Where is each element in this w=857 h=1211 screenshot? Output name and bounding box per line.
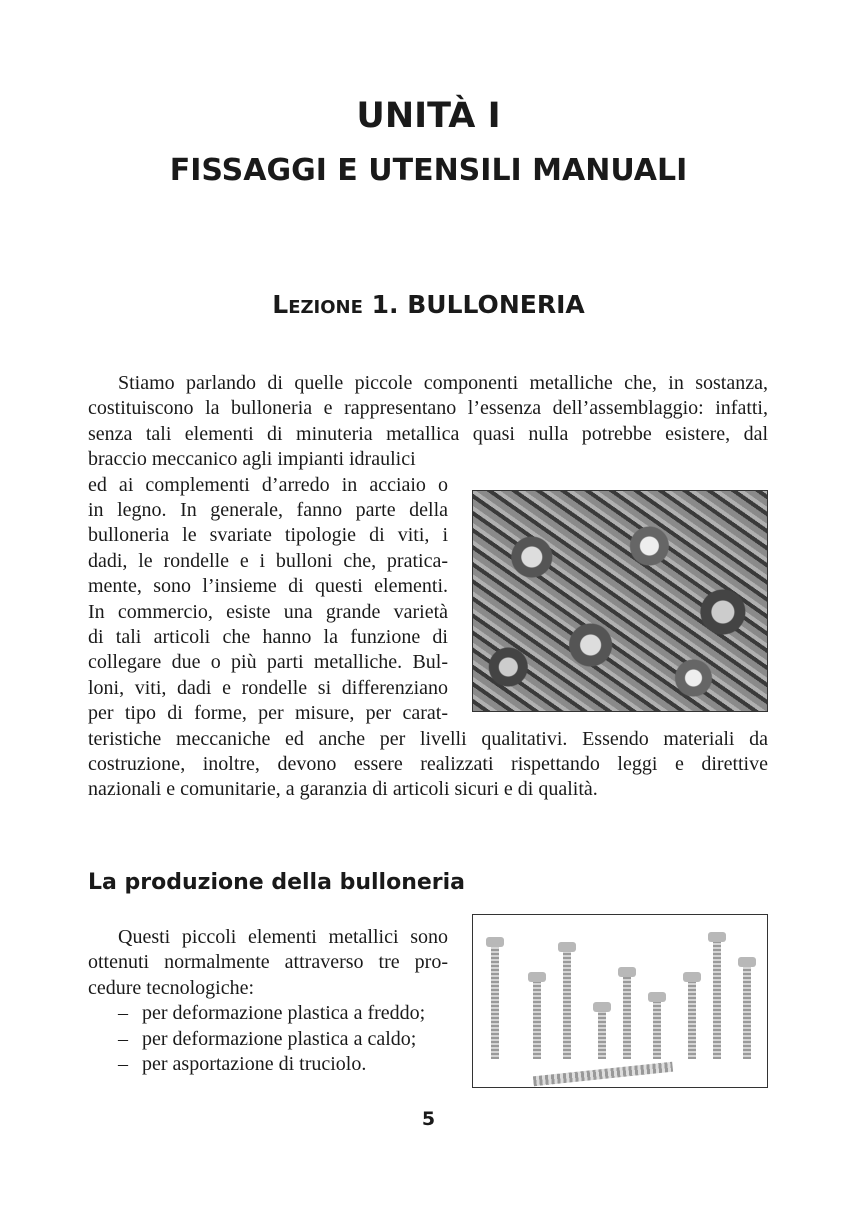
- text-line: costruzione, inoltre, devono essere realizzati rispettando leggi e direttive: [88, 753, 768, 775]
- text-line: loni, viti, dadi e rondelle si differenziano: [88, 676, 448, 699]
- text-line: per tipo di forme, per misure, per carat-: [88, 702, 448, 725]
- lesson-prefix: Lezione: [272, 290, 363, 319]
- text-line: mente, sono l’insieme di questi elementi.: [88, 575, 448, 598]
- text-line: braccio meccanico agli impianti idraulici: [88, 448, 416, 471]
- text-line: ottenuti normalmente attraverso tre pro-: [88, 951, 448, 974]
- text-line: in legno. In generale, fanno parte della: [88, 499, 448, 521]
- list-item: per deformazione plastica a caldo;: [142, 1027, 417, 1050]
- list-dash: –: [118, 1002, 128, 1025]
- lesson-heading: [0, 290, 857, 319]
- unit-subtitle: FISSAGGI E UTENSILI MANUALI: [169, 153, 688, 188]
- text-line: ed ai complementi d’arredo in acciaio o: [88, 473, 448, 496]
- text-line: cedure tecnologiche:: [88, 976, 255, 999]
- screws-photo: [472, 914, 768, 1088]
- nuts-and-bolts-photo: [472, 490, 768, 712]
- text-line: In commercio, esiste una grande varietà: [88, 600, 448, 623]
- text-line: costituiscono la bulloneria e rappresentano l’essenza dell’assemblaggio: infatti,: [88, 397, 768, 420]
- text-line: bulloneria le svariate tipologie di viti, i: [88, 524, 448, 547]
- text-line: collegare due o più parti metalliche. Bul-: [88, 651, 448, 674]
- text-line: senza tali elementi di minuteria metallica quasi nulla potrebbe esistere, dal: [88, 422, 768, 445]
- section-heading: La produzione della bulloneria: [88, 870, 466, 895]
- text-line: dadi, le rondelle e i bulloni che, pratica-: [88, 549, 448, 572]
- text-line: teristiche meccaniche ed anche per livelli qualitativi. Essendo materiali da: [88, 727, 768, 750]
- list-dash: –: [118, 1027, 128, 1050]
- text-line: nazionali e comunitarie, a garanzia di articoli sicuri e di qualità.: [88, 778, 598, 801]
- page-number: 5: [421, 1108, 436, 1130]
- list-item: per deformazione plastica a freddo;: [142, 1002, 426, 1025]
- text-line: Stiamo parlando di quelle piccole componenti metalliche che, in sostanza,: [118, 372, 768, 394]
- list-dash: –: [118, 1053, 128, 1075]
- lesson-title: 1. BULLONERIA: [371, 290, 585, 319]
- list-item: per asportazione di truciolo.: [142, 1053, 367, 1075]
- text-line: di tali articoli che hanno la funzione di: [88, 626, 448, 648]
- text-line: Questi piccoli elementi metallici sono: [118, 926, 448, 948]
- unit-title: UNITÀ I: [356, 96, 501, 136]
